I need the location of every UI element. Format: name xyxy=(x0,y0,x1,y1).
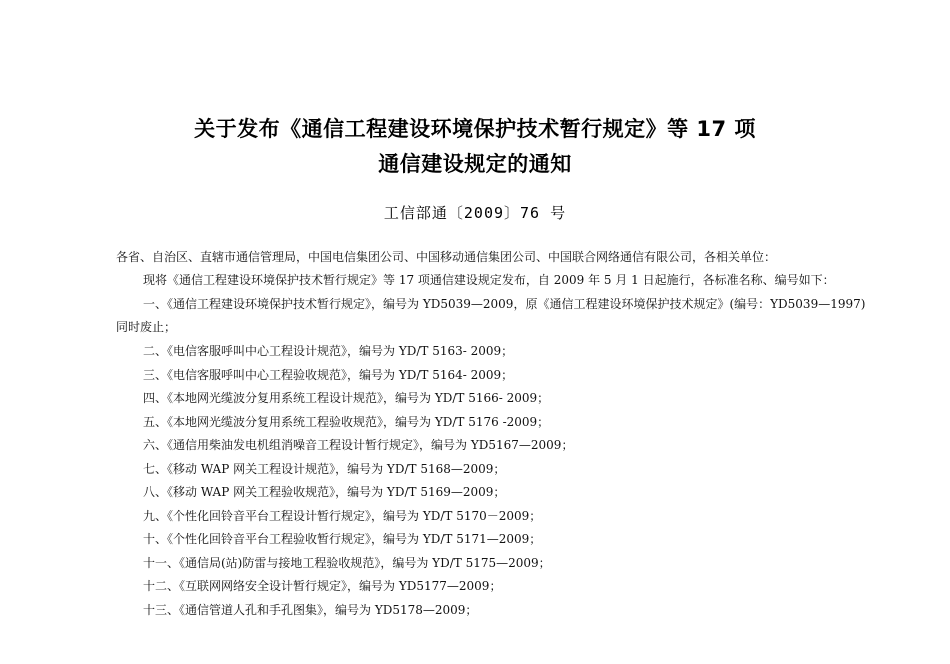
document-title-line2: 通信建设规定的通知 xyxy=(378,152,572,176)
list-item: 七、《移动 WAP 网关工程设计规范》，编号为 YD/T 5168—2009； xyxy=(143,461,506,476)
salutation: 各省、自治区、直辖市通信管理局，中国电信集团公司、中国移动通信集团公司、中国联合网络通信有限公司，各相关单位： xyxy=(116,250,777,264)
document-number: 工信部通〔2009〕76 号 xyxy=(383,204,567,222)
list-item: 十三、《通信管道人孔和手孔图集》，编号为 YD5178—2009； xyxy=(143,602,478,617)
document-title-line1: 关于发布《通信工程建设环境保护技术暂行规定》等 17 项 xyxy=(194,117,756,141)
list-item: 十二、《互联网网络安全设计暂行规定》，编号为 YD5177—2009； xyxy=(143,579,502,593)
standards-list xyxy=(143,343,573,625)
list-item: 五、《本地网光缆波分复用系统工程验收规范》，编号为 YD/T 5176 -2009； xyxy=(143,414,550,429)
list-item-1: 一、《通信工程建设环境保护技术暂行规定》，编号为 YD5039—2009，原《通信工程建设环境保护技术规定》(编号：YD5039—1997) xyxy=(143,297,866,311)
list-item: 十、《个性化回铃音平台工程验收暂行规定》，编号为 YD/T 5171—2009； xyxy=(143,532,542,546)
list-item: 八、《移动 WAP 网关工程验收规范》，编号为 YD/T 5169—2009； xyxy=(143,485,506,499)
list-item: 二、《电信客服呼叫中心工程设计规范》，编号为 YD/T 5163- 2009； xyxy=(143,344,514,358)
list-item: 四、《本地网光缆波分复用系统工程设计规范》，编号为 YD/T 5166- 2009； xyxy=(143,391,550,405)
list-item-1-continuation: 同时废止； xyxy=(116,320,177,334)
list-item: 三、《电信客服呼叫中心工程验收规范》，编号为 YD/T 5164- 2009； xyxy=(143,367,514,382)
list-item: 六、《通信用柴油发电机组消噪音工程设计暂行规定》，编号为 YD5167—2009； xyxy=(143,438,574,452)
intro-paragraph: 现将《通信工程建设环境保护技术暂行规定》等 17 项通信建设规定发布，自 2009 年 5 月 1 日起施行，各标准名称、编号如下： xyxy=(143,273,835,287)
list-item: 九、《个性化回铃音平台工程设计暂行规定》，编号为 YD/T 5170－2009； xyxy=(143,508,542,523)
list-item: 十一、《通信局(站)防雷与接地工程验收规范》，编号为 YD/T 5175—2009； xyxy=(143,555,551,570)
